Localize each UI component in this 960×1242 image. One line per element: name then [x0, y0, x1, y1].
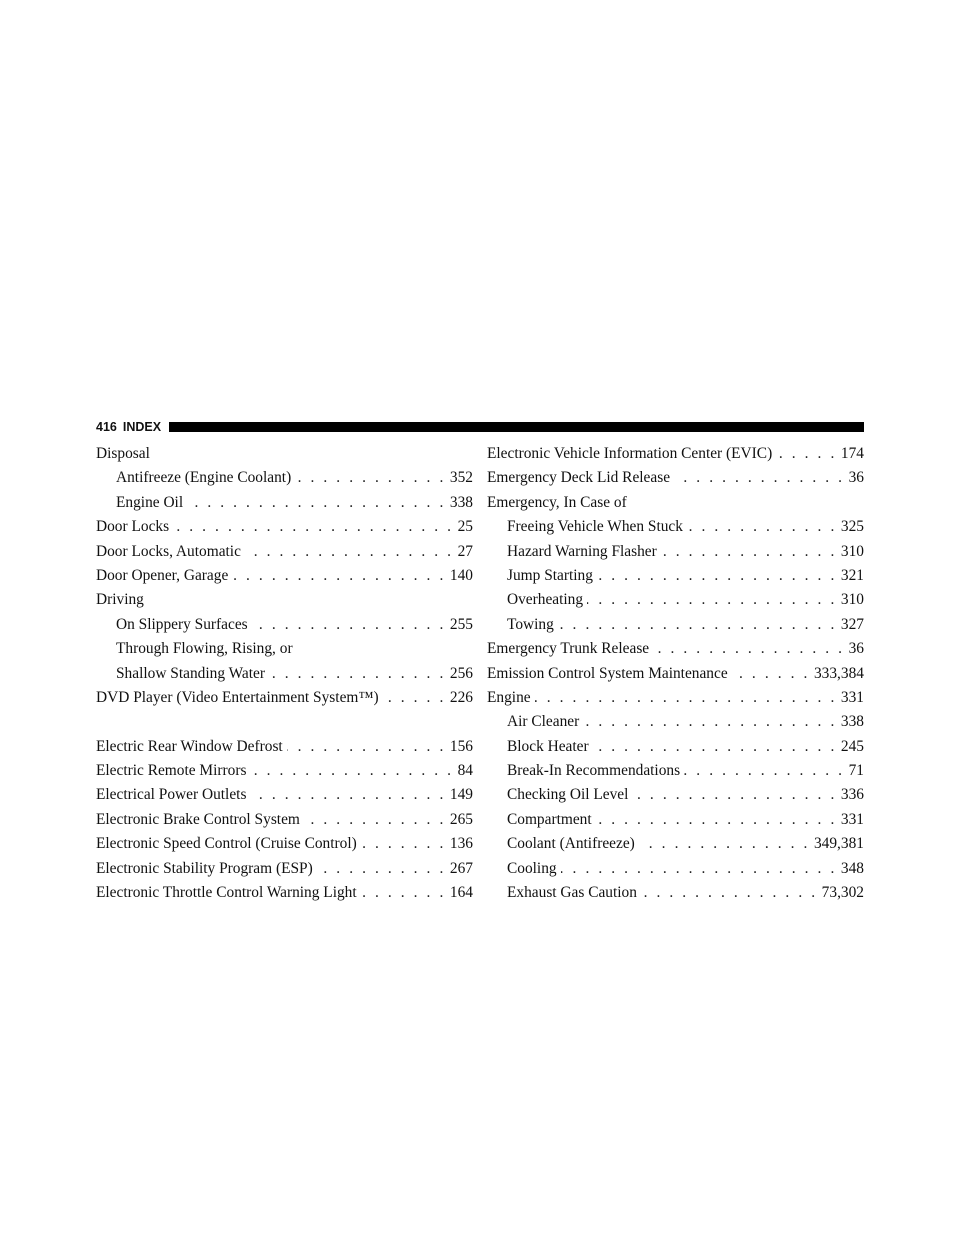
index-entry-text: Electrical Power Outlets [96, 786, 247, 804]
index-entry [96, 613, 473, 637]
dot-leader [593, 735, 837, 759]
index-entry [487, 613, 864, 637]
dot-leader [732, 662, 810, 686]
index-entry-page: 36 [848, 469, 864, 487]
index-entry [487, 808, 864, 832]
index-entry [487, 515, 864, 539]
dot-leader [304, 808, 446, 832]
dot-leader [596, 808, 837, 832]
index-entry-page: 352 [449, 469, 473, 487]
index-entry-text: Electronic Brake Control System [96, 810, 300, 828]
index-entry [96, 783, 473, 807]
index-entry-page: 265 [449, 810, 473, 828]
index-entry-text: Electric Rear Window Defrost [96, 737, 283, 755]
index-entry-page: 349,381 [813, 835, 864, 853]
index-entry-page: 310 [840, 542, 864, 560]
dot-leader [684, 759, 845, 783]
index-entry [96, 881, 473, 905]
index-entry-page: 338 [840, 713, 864, 731]
dot-leader [250, 783, 445, 807]
dot-leader [583, 710, 837, 734]
index-entry [487, 735, 864, 759]
index-entry-page: 174 [840, 445, 864, 462]
index-entry [487, 832, 864, 856]
dot-leader [287, 735, 446, 759]
index-entry-page: 333,384 [813, 664, 864, 682]
dot-leader [295, 466, 446, 490]
index-entry-page: 71 [848, 762, 864, 780]
index-entry-text: Door Locks, Automatic [96, 542, 241, 560]
index-entry-page: 136 [449, 835, 473, 853]
dot-leader [361, 832, 446, 856]
index-entry [487, 540, 864, 564]
dot-leader [632, 783, 837, 807]
index-entry-text: Compartment [507, 810, 592, 828]
index-entry [96, 466, 473, 490]
index-entry-page: 331 [840, 688, 864, 706]
index-entry [487, 637, 864, 661]
index-entry-page: 331 [840, 810, 864, 828]
index-entry-page: 156 [449, 737, 473, 755]
index-entry-page: 73,302 [821, 884, 864, 902]
index-entry [96, 515, 473, 539]
index-entry [487, 442, 864, 466]
index-entry [487, 783, 864, 807]
dot-leader [245, 540, 454, 564]
index-entry [96, 442, 473, 466]
index-entry-page: 255 [449, 615, 473, 633]
index-entry [487, 710, 864, 734]
index-entry-text: Emergency, In Case of [487, 493, 627, 511]
index-entry-text: Towing [507, 615, 554, 633]
dot-leader [661, 540, 837, 564]
index-entry-page: 25 [457, 518, 473, 536]
index-entry-text: Hazard Warning Flasher [507, 542, 657, 560]
index-entry [96, 564, 473, 588]
dot-leader [187, 491, 446, 515]
index-entry-text: Jump Starting [507, 566, 593, 584]
index-entry [487, 881, 864, 905]
index-entry-page: 149 [449, 786, 473, 804]
index-entry-text: Engine [487, 688, 531, 706]
dot-leader [317, 857, 446, 881]
index-entry [487, 686, 864, 710]
header-rule [169, 422, 864, 432]
dot-leader [361, 881, 446, 905]
index-entry-text: Break-In Recommendations [507, 762, 681, 780]
index-entry-text: Disposal [96, 445, 150, 462]
index-entry-page: 256 [449, 664, 473, 682]
index-entry-text: Electronic Vehicle Information Center (EVIC) [487, 445, 773, 462]
index-entry-text: Door Opener, Garage [96, 566, 229, 584]
index-entry-text: DVD Player (Video Entertainment System™) [96, 688, 379, 706]
index-entry-text: Emergency Deck Lid Release [487, 469, 671, 487]
index-entry [487, 564, 864, 588]
section-title: INDEX [122, 420, 162, 434]
dot-leader [639, 832, 810, 856]
index-entry-text: Engine Oil [116, 493, 184, 511]
index-entry-page: 338 [449, 493, 473, 511]
dot-leader [383, 686, 446, 710]
index-entry-page: 164 [449, 884, 473, 902]
index-entry-text: Block Heater [507, 737, 589, 755]
index-entry [96, 588, 473, 612]
index-entry-text: Exhaust Gas Caution [507, 884, 637, 902]
index-entry-page: 36 [848, 640, 864, 658]
index-entry [487, 759, 864, 783]
index-entry [96, 662, 473, 686]
index-entry [96, 735, 473, 759]
dot-leader [250, 759, 453, 783]
index-entry-text: Cooling [507, 859, 557, 877]
index-column-right [487, 442, 864, 905]
index-entry-page: 325 [840, 518, 864, 536]
index-entry-page: 140 [449, 566, 473, 584]
dot-leader [232, 564, 446, 588]
index-entry [96, 808, 473, 832]
dot-leader [653, 637, 844, 661]
dot-leader [641, 881, 818, 905]
index-entry [96, 832, 473, 856]
index-entry-page: 84 [457, 762, 473, 780]
dot-leader [776, 442, 837, 466]
dot-leader [587, 588, 837, 612]
index-entry-text: On Slippery Surfaces [116, 615, 248, 633]
index-entry-text: Antifreeze (Engine Coolant) [116, 469, 292, 487]
index-entry-page: 327 [840, 615, 864, 633]
index-entry-text: Driving [96, 591, 144, 609]
index-entry-text: Door Locks [96, 518, 170, 536]
index-entry-text: Checking Oil Level [507, 786, 629, 804]
index-entry [487, 662, 864, 686]
index-entry-page: 348 [840, 859, 864, 877]
index-entry-text: Air Cleaner [507, 713, 580, 731]
index-entry-page: 245 [840, 737, 864, 755]
index-entry [96, 686, 473, 710]
dot-leader [535, 686, 837, 710]
index-entry-page: 310 [840, 591, 864, 609]
index-entry-text: Electronic Speed Control (Cruise Control) [96, 835, 357, 853]
index-entry-page: 267 [449, 859, 473, 877]
dot-leader [687, 515, 837, 539]
page-header [96, 419, 864, 435]
index-entry-text: Coolant (Antifreeze) [507, 835, 635, 853]
index-entry [96, 759, 473, 783]
index-entry [487, 491, 864, 515]
dot-leader [173, 515, 454, 539]
index-entry-page: 27 [457, 542, 473, 560]
index-entry-text: Electronic Stability Program (ESP) [96, 859, 313, 877]
index-column-left [96, 442, 473, 905]
dot-leader [597, 564, 837, 588]
index-entry-page: 226 [449, 688, 473, 706]
index-entry [96, 637, 473, 661]
index-entry-text: Electronic Throttle Control Warning Light [96, 884, 357, 902]
index-entry [487, 857, 864, 881]
index-entry-text: Emergency Trunk Release [487, 640, 650, 658]
index-entry-text: Electric Remote Mirrors [96, 762, 247, 780]
index-entry [96, 857, 473, 881]
dot-leader [252, 613, 446, 637]
index-entry-page: 321 [840, 566, 864, 584]
dot-leader [561, 857, 837, 881]
index-entry-text: Shallow Standing Water [116, 664, 265, 682]
dot-leader [674, 466, 845, 490]
index-entry-text: Through Flowing, Rising, or [116, 640, 293, 658]
index-entry-text: Freeing Vehicle When Stuck [507, 518, 683, 536]
page-number: 416 [96, 420, 117, 434]
index-entry-text: Emission Control System Maintenance [487, 664, 728, 682]
index-entry-page: 336 [840, 786, 864, 804]
index-entry [487, 588, 864, 612]
index-entry [96, 540, 473, 564]
index-spacer [96, 710, 473, 734]
dot-leader [269, 662, 446, 686]
index-entry [487, 466, 864, 490]
index-entry-text: Overheating [507, 591, 584, 609]
index-entry [96, 491, 473, 515]
dot-leader [558, 613, 837, 637]
